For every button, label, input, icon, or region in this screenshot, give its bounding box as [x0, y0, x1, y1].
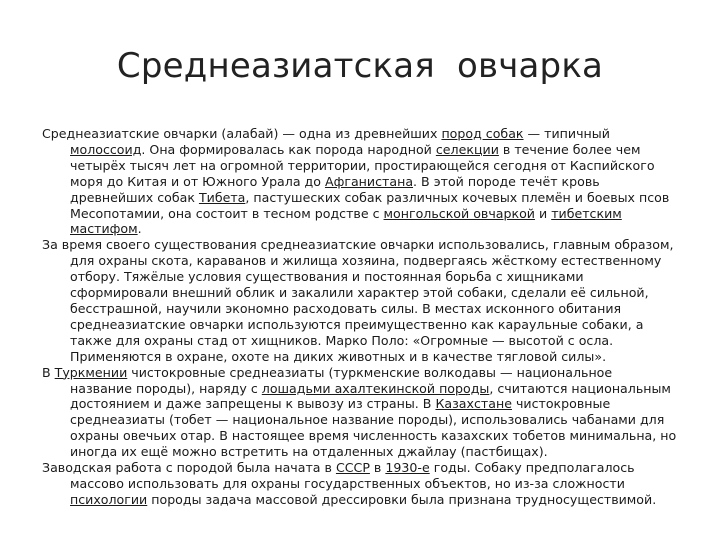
paragraph-text: — типичный [523, 126, 610, 141]
inline-link[interactable]: Туркмении [54, 364, 128, 380]
paragraph-text: породы задача массовой дрессировки была признана трудносуществимой. [147, 491, 657, 507]
paragraph [42, 237, 678, 364]
paragraph [42, 126, 678, 237]
inline-link[interactable]: молоссоид [70, 141, 142, 157]
inline-link[interactable]: лошадьми ахалтекинской породы [261, 380, 490, 396]
paragraph-text: в течение более чем четырёх тысяч лет на огромной территории, простирающейся сегодня от Каспийского моря до Китая и от Южного Урала до [70, 141, 655, 189]
inline-link[interactable]: селекции [435, 141, 499, 157]
paragraph-text: в [369, 460, 386, 476]
paragraph-text: Среднеазиатские овчарки (алабай) — одна из древнейших [42, 126, 442, 141]
paragraph-text: . [137, 221, 142, 237]
inline-link[interactable]: монгольской овчаркой [383, 205, 535, 221]
paragraph-text: За время своего существования среднеазиатские овчарки использовались, главным образом, для охраны скота, караванов и жилища хозяина, подвергаясь жёсткому естественному отбору. Тяжёлые условия существования и постоянная борьба с хищниками сформировали внешний облик и закалили характер этой собаки, сделали её сильной, бесстрашной, научили экономно расходовать силы. В местах исконного обитания среднеазиатские овчарки используются преимущественно как караульные собаки, а также для охраны стад от хищников. Марко Поло: «Огромные — высотой с осла. Применяются в охране, охоте на диких животных и в качестве тягловой силы». [42, 237, 674, 364]
slide-body [42, 126, 678, 508]
inline-link[interactable]: пород собак [441, 126, 524, 141]
inline-link[interactable]: Казахстане [435, 396, 512, 412]
paragraph-text: , считаются национальным достоянием и даже запрещены к вывозу из страны. В [70, 380, 671, 412]
paragraph-text: В [42, 364, 55, 380]
paragraph-text: и [534, 205, 552, 221]
paragraph-text: . В этой породе течёт кровь древнейших собак [70, 173, 600, 205]
paragraph [42, 365, 678, 460]
inline-link[interactable]: СССР [335, 460, 370, 476]
inline-link[interactable]: 1930-е [385, 460, 430, 476]
paragraph-text: . Она формировалась как порода народной [141, 141, 436, 157]
inline-link[interactable]: Афганистана [324, 173, 414, 189]
paragraph-text: чистокровные среднеазиаты (тобет — национальное название породы), использовались чабанами для охраны овечьих отар. В настоящее время численность казахских тобетов минимальна, но иногда их ещё можно встретить на отдаленных джайлау (пастбищах). [70, 396, 677, 460]
slide-title: Среднеазиатская овчарка [116, 46, 604, 86]
paragraph-text: годы. Собаку предполагалось массово использовать для охраны государственных объектов, но из-за сложности [70, 460, 635, 491]
paragraph-text: чистокровные среднеазиаты (туркменские волкодавы — национальное название породы), наряду с [70, 364, 613, 396]
inline-link[interactable]: психологии [70, 491, 148, 507]
paragraph-text: Заводская работа с породой была начата в [42, 460, 336, 476]
paragraph-text: , пастушеских собак различных кочевых племён и боевых псов Месопотамии, она состоит в тесном родстве с [70, 189, 670, 221]
paragraph [42, 460, 678, 508]
inline-link[interactable]: Тибета [198, 189, 246, 205]
inline-link[interactable]: тибетским мастифом [70, 205, 622, 237]
